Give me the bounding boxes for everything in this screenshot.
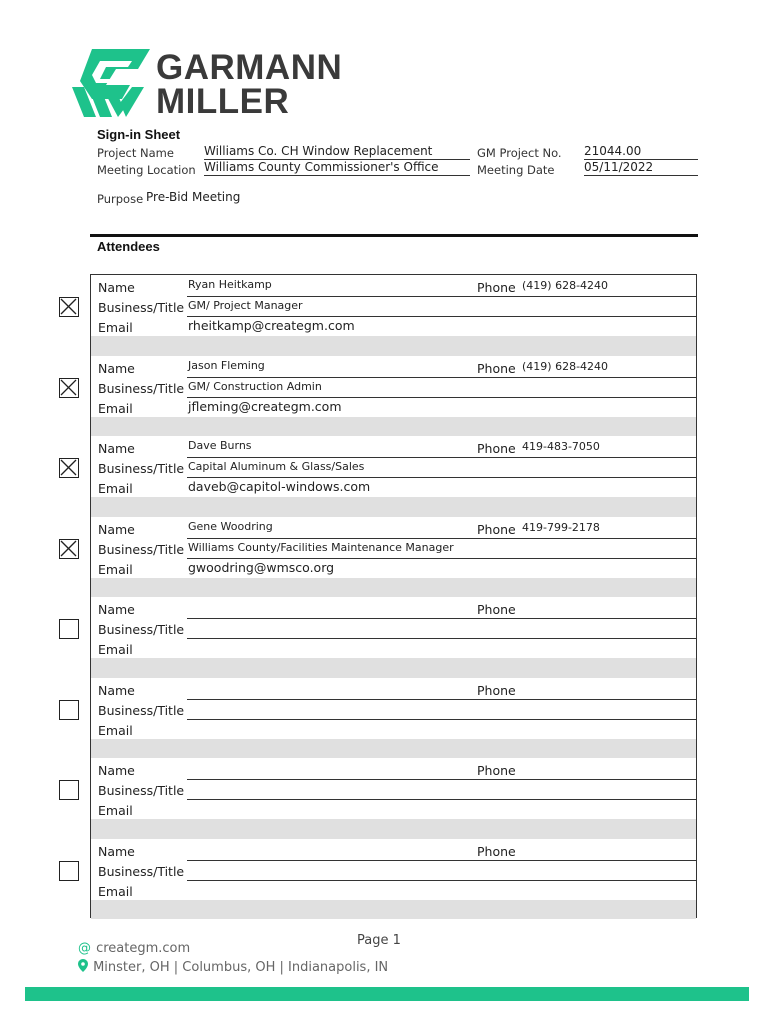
attendee-row [91,597,696,678]
email-label: Email [98,803,133,818]
check-x-icon [60,379,77,396]
email-label: Email [98,481,133,496]
business-underline [187,880,696,881]
logo-text-line1: GARMANN [156,48,343,87]
name-underline [187,860,696,861]
business-underline [187,719,696,720]
name-underline [187,779,696,780]
row-separator-band [91,900,696,920]
logo-mark-icon [70,47,152,119]
business-label: Business/Title [98,541,185,557]
attendee-name[interactable]: Jason Fleming [188,358,265,372]
business-label: Business/Title [98,622,185,637]
business-label: Business/Title [98,300,185,315]
attendee-checkbox[interactable] [59,378,79,398]
attendee-checkbox[interactable] [59,780,79,800]
meeting-location-value: Williams County Commissioner's Office [204,160,470,176]
email-label: Email [98,320,133,335]
project-number-value: 21044.00 [584,144,698,160]
attendee-phone[interactable]: (419) 628-4240 [522,359,609,373]
page-number: Page 1 [357,933,401,948]
attendee-name[interactable]: Dave Burns [188,439,252,452]
business-label: Business/Title [98,702,185,718]
name-label: Name [98,280,135,295]
business-label: Business/Title [98,380,185,396]
at-icon: @ [78,941,91,956]
attendee-row [91,517,696,598]
business-underline [187,477,696,478]
attendees-heading: Attendees [97,239,160,254]
attendee-row [91,275,696,356]
attendee-checkbox[interactable] [59,619,79,639]
name-underline [187,618,696,619]
attendee-row [91,356,696,437]
row-separator-band [91,658,696,678]
purpose-label: Purpose [97,192,144,206]
attendee-checkbox[interactable] [59,297,79,317]
attendee-email[interactable]: rheitkamp@creategm.com [188,318,355,333]
check-x-icon [60,298,77,315]
attendee-name[interactable]: Gene Woodring [188,519,273,533]
business-label: Business/Title [98,783,185,798]
attendee-email[interactable]: gwoodring@wmsco.org [188,559,335,575]
project-name-label: Project Name [97,146,174,160]
attendee-phone[interactable]: (419) 628-4240 [522,279,609,292]
row-separator-band [91,497,696,517]
name-underline [187,538,696,539]
name-label: Name [98,360,135,376]
row-separator-band [91,739,696,759]
name-label: Name [98,441,135,456]
meeting-date-label: Meeting Date [477,163,555,177]
name-underline [187,377,696,378]
phone-label: Phone [477,441,516,456]
business-underline [187,316,696,317]
attendee-row [91,678,696,759]
attendee-checkbox[interactable] [59,861,79,881]
attendee-checkbox[interactable] [59,539,79,559]
footer-locations [78,956,388,975]
email-label: Email [98,722,133,738]
check-x-icon [60,540,77,557]
row-separator-band [91,819,696,839]
logo-text-line2: MILLER [156,82,290,121]
attendee-row [91,839,696,920]
name-label: Name [98,682,135,698]
phone-label: Phone [477,280,516,295]
name-label: Name [98,763,135,778]
sheet-title: Sign-in Sheet [97,127,181,142]
email-label: Email [98,883,133,899]
row-separator-band [91,336,696,356]
email-label: Email [98,561,133,577]
business-label: Business/Title [98,461,185,476]
attendees-table [90,274,697,918]
attendee-business[interactable]: GM/ Construction Admin [188,379,322,393]
footer-accent-bar [25,987,749,1001]
name-underline [187,457,696,458]
name-label: Name [98,602,135,617]
phone-label: Phone [477,682,516,698]
phone-label: Phone [477,843,516,859]
phone-label: Phone [477,360,516,376]
heading-divider [90,234,698,237]
row-separator-band [91,578,696,598]
attendee-name[interactable]: Ryan Heitkamp [188,278,272,291]
name-underline [187,296,696,297]
email-label: Email [98,642,133,657]
name-label: Name [98,843,135,859]
meeting-date-value: 05/11/2022 [584,160,698,176]
phone-label: Phone [477,763,516,778]
business-underline [187,799,696,800]
attendee-phone[interactable]: 419-799-2178 [522,520,600,534]
project-name-value: Williams Co. CH Window Replacement [204,144,470,160]
footer-website [78,937,190,956]
business-label: Business/Title [98,863,185,879]
attendee-row [91,758,696,839]
attendee-checkbox[interactable] [59,458,79,478]
attendee-checkbox[interactable] [59,700,79,720]
website-text: creategm.com [96,941,191,956]
locations-text: Minster, OH | Columbus, OH | Indianapolis, IN [93,960,389,975]
phone-label: Phone [477,602,516,617]
purpose-value: Pre-Bid Meeting [146,190,241,204]
attendee-business[interactable]: GM/ Project Manager [188,299,303,312]
company-logo [70,47,360,119]
project-number-label: GM Project No. [477,146,562,160]
business-underline [187,638,696,639]
row-separator-band [91,417,696,437]
check-x-icon [60,459,77,476]
name-label: Name [98,521,135,537]
attendee-business[interactable]: Williams County/Facilities Maintenance Manager [188,540,454,554]
attendee-email[interactable]: daveb@capitol-windows.com [188,479,371,494]
meeting-location-label: Meeting Location [97,163,196,177]
business-underline [187,558,696,559]
attendee-business[interactable]: Capital Aluminum & Glass/Sales [188,460,365,473]
attendee-row [91,436,696,517]
business-underline [187,397,696,398]
map-pin-icon [78,959,88,972]
attendee-phone[interactable]: 419-483-7050 [522,440,600,453]
name-underline [187,699,696,700]
phone-label: Phone [477,521,516,537]
attendee-email[interactable]: jfleming@creategm.com [188,398,342,414]
email-label: Email [98,400,133,416]
